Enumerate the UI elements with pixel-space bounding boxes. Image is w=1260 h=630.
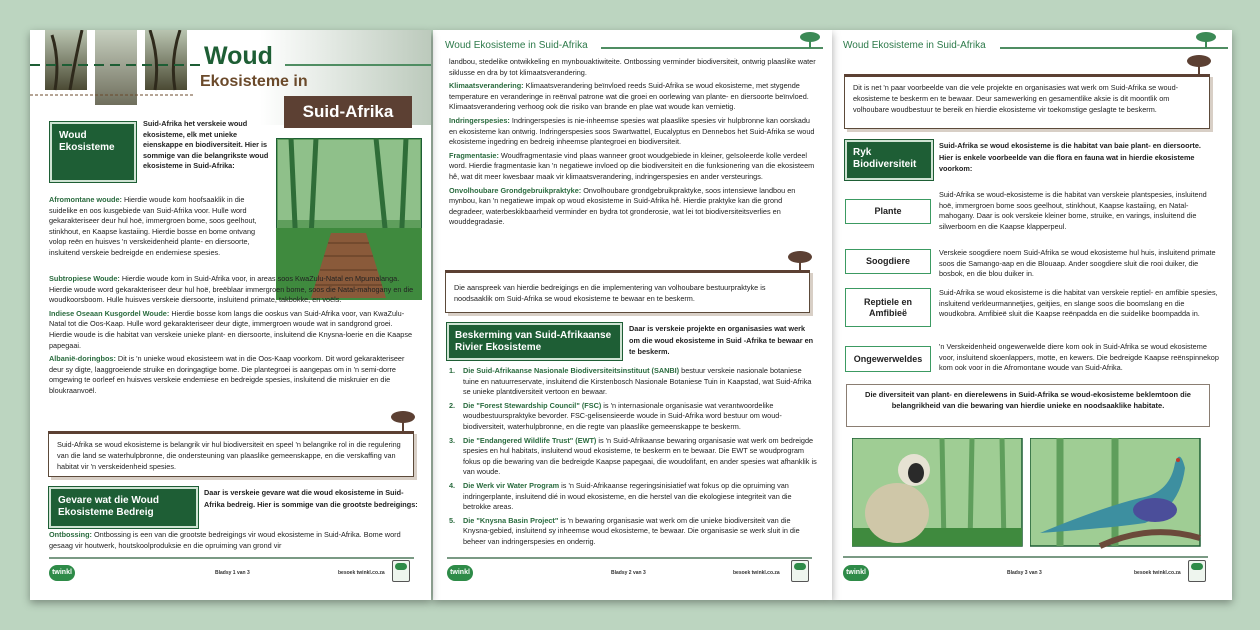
- label-plante: Plante: [845, 199, 931, 224]
- tree-icon: [787, 250, 813, 272]
- text-reptiele: Suid-Afrika se woud ekosisteme is die habitat van verskeie reptiel- en amfibie spesies, insluitend verkleurmannetjies, geitjies, en slange soos die boomslang en die woudkobra. Amfibieë sluit die Kaapse reënpadda en die suidelike boompadda in.: [939, 288, 1218, 319]
- paragraph-subtropiese: [49, 274, 417, 306]
- lead-klimaat: Klimaatsverandering:: [449, 81, 524, 91]
- section-intro-beskerming: Daar is verskeie projekte en organisasies wat werk om die woud ekosisteme in Suid -Afrika te bewaar en te beskerm.: [629, 324, 814, 356]
- tree-icon: [799, 32, 821, 48]
- paragraph-text: Klimaatsverandering beïnvloed reeds Suid-Afrika se woud ekosisteme, met stygende temperature en veranderinge in reënval patrone wat die groei en oorlewing van plante- en diersoorte beïnvloed. Klimaatsverandering verhoog ook die risiko van brande en plae wat woude kan vernietig.: [449, 81, 809, 112]
- section-heading-biodiversiteit: Ryk Biodiversiteit: [845, 140, 933, 180]
- list-number: 2.: [449, 400, 456, 410]
- twinkl-logo[interactable]: twinkl: [843, 565, 869, 581]
- summary-box: Die diversiteit van plant- en dierelewens in Suid-Afrika se woud-ekosisteme beklemtoon die belangrikheid van die bewaring van hierdie unieke en noodsaaklike habitate.: [846, 384, 1210, 427]
- tree-icon: [390, 410, 416, 432]
- projects-callout: Dit is net 'n paar voorbeelde van die vele projekte en organisasies wat werk om Suid-Afrika se woud-ekosisteme te beskerm en te bewaar. Deur samewerking en gesamentlike aksie is dit moontlik om volhoubare woudbestuur te bereik en hierdie ekosisteme vir toekomstige geslagte te beskerm.: [844, 74, 1210, 129]
- lead-albanie: Albanië-doringbos:: [49, 354, 116, 364]
- paragraph-albanie: [49, 354, 417, 396]
- paragraph-text: Dit is 'n unieke woud ekosisteem wat in die Oos-Kaap voorkom. Dit word gekarakteriseer deur sy digte, laaggroeiende struike en doringagtige bome. Die plantegroei is aangepas om in 'n semi-dorre omgewing te oorleef en huisves verskeie endemiese en bedreigde spesies, insluitend die miskruier en die bloukraanvoël.: [49, 354, 405, 395]
- paragraph-list: [49, 274, 417, 400]
- page-number: Bladsy 2 van 3: [611, 570, 646, 576]
- paragraph-text: Hierdie bosse kom langs die ooskus van Suid-Afrika voor, van KwaZulu-Natal tot die Oos-Kaap. Hulle word gekarakteriseer deur digte, immergroen woude wat in sandgrond groei. Hierdie woude is die habitat van verskeie unieke plant- en diersoorte, insluitend die Knysna-loerie en die Kaapse papegaai.: [49, 308, 413, 350]
- quality-badge-icon: [791, 560, 809, 582]
- footer-divider: [49, 557, 414, 559]
- list-text: is 'n bewaring organisasie wat werk om die unieke biodiversiteit van die Knysna-gebied, insluitend sy inheemse woud ekosisteme, te bewaar. Die organisasie se werk sluit in die beheer van indringerspesies en onderrig.: [463, 515, 800, 546]
- footer-divider: [843, 556, 1208, 558]
- list-text: is 'n Suid-Afrikaanse regeringsinisiatief wat fokus op die opruiming van indringerplante, insluitend dié in woud ekosisteme, en die herstel van die ekologiese integriteit van die betrokke areas.: [463, 480, 792, 512]
- list-number: 4.: [449, 480, 456, 490]
- paragraph-grondgebruik: [449, 186, 819, 228]
- section-intro-biodiversiteit: Suid-Afrika se woud ekosisteme is die habitat van baie plant- en diersoorte. Hier is enkele voorbeelde van die flora en fauna wat in hierdie ekosisteme voorkom:: [939, 141, 1201, 173]
- bird-illustration: [1030, 438, 1202, 550]
- list-item: [449, 481, 817, 513]
- paragraph-text: Onvolhoubare grondgebruikpraktyke, soos intensiewe landbou en mynbou, kan 'n negatiewe impak op woud ekosisteme in Suid-Afrika hê. Hierdie praktyke kan die grond degradeer, waterbeskikbaarheid verminder en bydra tot gronderosie, wat lei tot biodiversiteitsverlies en wouddegradasie.: [449, 185, 796, 227]
- paragraph-text: Indringerspesies is nie-inheemse spesies wat plaaslike spesies vir hulpbronne kan oorskadu en ekosisteme kan ontwrig. Indringerspesies soos Swartwattel, Eucalyptus en Dennebos het Suid-Afrika se woud ekosisteme ingedring en bedreig inheemse plantegroei en biodiversiteit.: [449, 115, 815, 147]
- paragraph-afromontane: [49, 195, 274, 259]
- paragraph-text: Ontbossing is een van die grootste bedreigings vir woud ekosisteme in Suid-Afrika. Bome word gesaag vir houtwerk, houtskoolproduksie en die opruiming van grond vir: [49, 530, 401, 550]
- label-soogdiere: Soogdiere: [845, 249, 931, 274]
- organisations-list: [449, 366, 817, 551]
- list-text: is 'n Suid-Afrikaanse bewaring organisasie wat werk om bedreigde spesies en hul habitats, insluitend woud ekosisteme, te beskerm en te bewaar. Die EWT se woudprogram fokus op die bewaring van die bedreigde Kaapse papegaai, die woudolifant, en ander spesies wat afhanklik is van woude.: [463, 435, 817, 477]
- website-link[interactable]: besoek twinkl.co.za: [338, 570, 385, 576]
- list-item: [449, 516, 817, 548]
- twinkl-logo[interactable]: twinkl: [447, 565, 473, 581]
- label-ongewerweldes: Ongewerweldes: [845, 346, 931, 372]
- text-ongewerweldes: 'n Verskeidenheid ongewerwelde diere kom ook in Suid-Afrika se woud ekosisteme voor, insluitend skoenlappers, motte, en kewers. Die bedreigde Kaapse reënspinnekop kom ook voor in die Afromontane woude van Suid-Afrika.: [939, 342, 1219, 373]
- running-header: Woud Ekosisteme in Suid-Afrika: [843, 40, 986, 51]
- paragraph-indringer: [449, 116, 819, 148]
- text-plante: Suid-Afrika se woud-ekosisteme is die habitat van verskeie plantspesies, insluitend hoë, immergroen bome soos geelhout, stinkhout, Kaapse kastaiing, en Natal-mahogany. Daar is ook verskeie kleiner bome, struike, en varings, insluitend die silwerboom en die Kaapse klapperpeul.: [939, 190, 1207, 231]
- list-text: bestuur verskeie nasionale botaniese tuine en natuurreservate, insluitend die Kirstenbosch Nasionale Botaniese Tuin in Kaapstad, wat Suid-Afrika se unieke plantdiversiteit vertoon en bewaar.: [463, 366, 812, 397]
- text-soogdiere: Verskeie soogdiere noem Suid-Afrika se woud ekosisteme hul huis, insluitend primate soos die Samango-aap en die Blouaap. Ander soogdiere sluit die rooi duiker, die bosbok, en die blou duiker in.: [939, 248, 1216, 279]
- paragraph-ontbossing: [49, 530, 419, 551]
- header-line: [1000, 47, 1228, 49]
- tree-icon: [1186, 54, 1212, 76]
- paragraph-text: Woudfragmentasie vind plaas wanneer groot woudgebiede in kleiner, geïsoleerde kolle verdeel word. Hierdie fragmentasie kan 'n negatiewe invloed op die biodiversiteit en die funksionering van die ekosisteem hê, wat dit meer kwesbaar maak vir klimaatsverandering, indringerspesies en ander versteurings.: [449, 150, 815, 181]
- threats-callout: Die aanspreek van hierdie bedreigings en die implementering van volhoubare bestuurpraktyke is noodsaaklik om Suid-Afrika se woud ekosisteme te bewaar en te beskerm.: [445, 270, 810, 313]
- paragraph-text: Hierdie woude kom in Suid-Afrika voor, in areas soos KwaZulu-Natal en Mpumalanga. Hierdie woude word gekarakteriseer deur hul hoë, breëblaar immergroen bome, soos die Natal-mahogany en die woudkoorsboom. Hulle huisves verskeie diersoorte, insluitend primate, takbokke, en voëls.: [49, 274, 414, 305]
- twinkl-logo[interactable]: twinkl: [49, 565, 75, 581]
- list-number: 3.: [449, 435, 456, 445]
- page-1: [30, 30, 431, 600]
- list-number: 5.: [449, 515, 456, 525]
- importance-callout: Suid-Afrika se woud ekosisteme is belangrik vir hul biodiversiteit en speel 'n belangrike rol in die regulering van die land se waterhulpbronne, die ondersteuning van plaaslike gemeenskappe, en die verskaffing van habitat vir 'n verskeidenheid spesies.: [48, 431, 414, 477]
- page-number: Bladsy 1 van 3: [215, 570, 250, 576]
- section-heading-gevare: Gevare wat die Woud Ekosisteme Bedreig: [49, 487, 198, 528]
- list-text: is 'n internasionale organisasie wat verantwoordelike woudbestuurspraktyke bevorder. FSC-gelisensieerde woude in Suid-Afrika word bestuur om woud-biodiversiteit, waterhulpbronne, en die regte van plaaslike gemeenskappe te beskerm.: [463, 400, 782, 431]
- website-link[interactable]: besoek twinkl.co.za: [1134, 570, 1181, 576]
- paragraph-text: Hierdie woude kom hoofsaaklik in die suidelike en oos kusgebiede van Suid-Afrika voor. Hulle word gekarakteriseer deur hul hoë, immergroen bome, soos geelhout, stinkhout, en Kaapse kastaiing. Hierdie bosse en bome ontvang volop reën en huisves 'n verskeidenheid plante- en diersoorte, insluitend verskeie bedreigde en endemiese spesies.: [49, 195, 257, 257]
- lead-grondgebruik: Onvolhoubare Grondgebruikpraktyke:: [449, 185, 582, 195]
- lead-indiese: Indiese Oseaan Kusgordel Woude:: [49, 308, 170, 318]
- lead-ontbossing: Ontbossing:: [49, 530, 92, 539]
- list-lead: Die "Knysna Basin Project": [463, 515, 559, 525]
- threats-continued: [449, 57, 819, 231]
- monkey-illustration: [852, 438, 1024, 550]
- list-lead: Die Werk vir Water Program: [463, 480, 560, 490]
- section-intro-gevare: Daar is verskeie gevare wat die woud ekosisteme in Suid-Afrika bedreig. Hier is sommige van die grootste bedreigings:: [204, 488, 418, 509]
- header-line: [601, 47, 823, 49]
- paragraph-fragmentasie: [449, 151, 819, 183]
- title-line-3: Suid-Afrika: [284, 96, 412, 128]
- tree-icon: [1195, 32, 1217, 48]
- quality-badge-icon: [392, 560, 410, 582]
- list-item: [449, 401, 817, 433]
- paragraph-indiese-oseaan: [49, 309, 417, 351]
- lead-afromontane: Afromontane woude:: [49, 195, 122, 204]
- page-2: [433, 30, 832, 600]
- lead-fragmentasie: Fragmentasie:: [449, 150, 499, 160]
- list-number: 1.: [449, 366, 456, 375]
- section-heading-beskerming: Beskerming van Suid-Afrikaanse Rivier Ekosisteme: [447, 323, 622, 360]
- footer-divider: [447, 557, 812, 559]
- label-reptiele: Reptiele en Amfibieë: [845, 288, 931, 327]
- website-link[interactable]: besoek twinkl.co.za: [733, 570, 780, 576]
- list-lead: Die "Forest Stewardship Council" (FSC): [463, 400, 602, 410]
- section-intro: Suid-Afrika het verskeie woud ekosisteme, elk met unieke eienskappe en biodiversiteit. Hier is sommige van die belangrikste woud ekosisteme in Suid-Afrika:: [143, 119, 269, 171]
- running-header: Woud Ekosisteme in Suid-Afrika: [445, 40, 588, 51]
- title-line-2: Ekosisteme in: [200, 73, 308, 90]
- quality-badge-icon: [1188, 560, 1206, 582]
- list-lead: Die Suid-Afrikaanse Nasionale Biodiversiteitsinstituut (SANBI): [463, 366, 680, 375]
- title-line-1: Woud: [204, 42, 273, 70]
- list-item: [449, 436, 817, 478]
- list-item: [449, 366, 817, 398]
- paragraph-klimaat: [449, 81, 819, 113]
- paragraph-ontbossing-continued: landbou, stedelike ontwikkeling en mynbouaktiwiteite. Ontbossing verminder biodiversiteit, ontwrig plaaslike water siklusse en dra by tot klimaatsverandering.: [449, 57, 816, 77]
- section-heading-woud-ekosisteme: Woud Ekosisteme: [50, 122, 136, 182]
- page-3: [832, 30, 1232, 600]
- lead-subtropiese: Subtropiese Woude:: [49, 274, 120, 283]
- page-number: Bladsy 3 van 3: [1007, 570, 1042, 576]
- lead-indringer: Indringerspesies:: [449, 115, 510, 125]
- list-lead: Die "Endangered Wildlife Trust" (EWT): [463, 435, 597, 445]
